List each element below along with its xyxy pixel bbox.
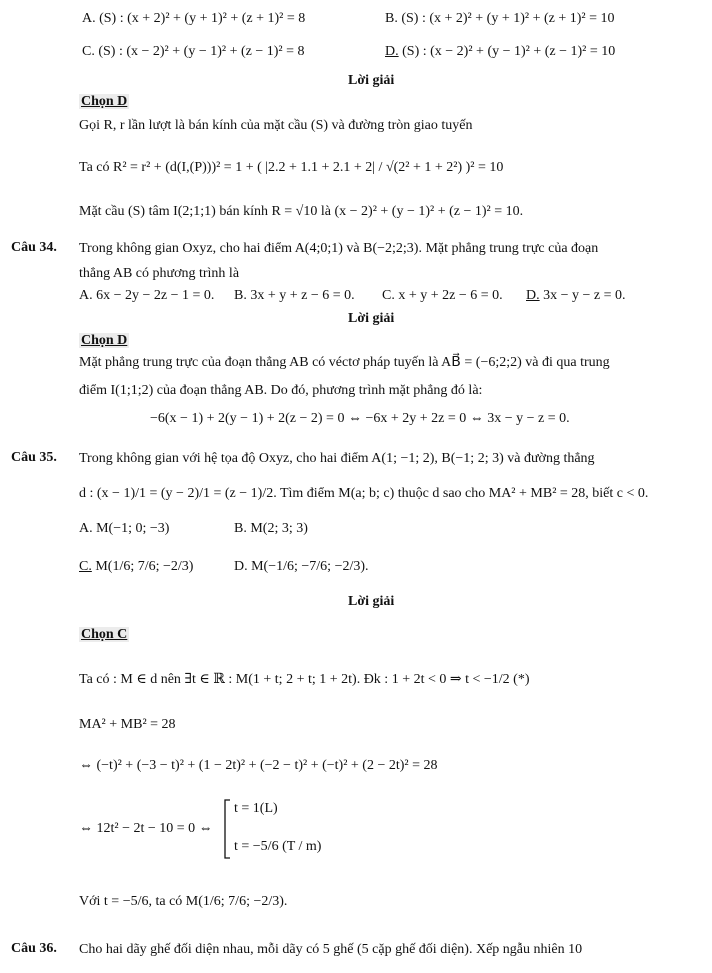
q34-solution-heading: Lời giải [348,311,395,326]
q35-option-d: D. M(−1/6; −7/6; −2/3). [234,559,369,574]
q35-case-bracket-path [225,800,230,858]
q33-sol-line1: Gọi R, r lần lượt là bán kính của mặt cầu (S) và đường tròn giao tuyến [79,118,473,133]
q34-option-c: C. x + y + 2z − 6 = 0. [382,288,503,303]
q35-sol-line4 [79,820,213,838]
q35-stem-line1: Trong không gian với hệ tọa độ Oxyz, cho hai điểm A(1; −1; 2), B(−1; 2; 3) và đường thẳng [79,451,595,466]
q35-case-bracket [222,798,232,860]
q34-option-d-text: 3x − y − z = 0. [543,288,626,303]
q33-sol-line2: Ta có R² = r² + (d(I,(P)))² = 1 + ( |2.2 + 1.1 + 2.1 + 2| / √(2² + 1 + 2²) )² = 10 [79,160,504,175]
q33-option-a: A. (S) : (x + 2)² + (y + 1)² + (z + 1)² = 8 [82,11,306,26]
q33-option-c: C. (S) : (x − 2)² + (y − 1)² + (z − 1)² = 8 [82,44,305,59]
q34-option-a: A. 6x − 2y − 2z − 1 = 0. [79,288,215,303]
q35-stem-line2: d : (x − 1)/1 = (y − 2)/1 = (z − 1)/2. Tìm điểm M(a; b; c) thuộc d sao cho MA² + MB² = 28, biết c < 0. [79,486,649,501]
q34-sol-line2: điểm I(1;1;2) của đoạn thẳng AB. Do đó, phương trình mặt phẳng đó là: [79,383,483,398]
q34-choice-text: Chọn D [81,333,128,348]
q34-label: Câu 34. [11,240,57,255]
q35-sol4-case1: t = 1(L) [234,801,278,816]
q35-option-c-letter: C. [79,559,92,574]
q35-option-b: B. M(2; 3; 3) [234,521,308,536]
q35-sol-line3: ⇔ (−t)² + (−3 − t)² + (1 − 2t)² + (−2 − t)² + (−t)² + (2 − 2t)² = 28 [79,758,438,773]
q35-sol4-case2: t = −5/6 (T / m) [234,839,322,854]
q33-solution-heading: Lời giải [348,73,395,88]
q33-choice-text: Chọn D [81,94,128,109]
q34-stem-line2: thẳng AB có phương trình là [79,266,240,281]
q35-option-c-text: M(1/6; 7/6; −2/3) [95,559,194,574]
q35-choice-text: Chọn C [81,627,128,642]
q33-choice [79,93,129,111]
q33-option-d [385,43,615,61]
q34-option-d-letter: D. [526,288,540,303]
q35-option-c [79,558,193,576]
q36-stem-line1: Cho hai dãy ghế đối diện nhau, mỗi dãy có 5 ghế (5 cặp ghế đối diện). Xếp ngẫu nhiên 10 [79,942,583,957]
q33-option-d-letter: D. [385,44,399,59]
q34-sol-line1: Mặt phẳng trung trực của đoạn thẳng AB có véctơ pháp tuyến là AB⃗ = (−6;2;2) và đi qua trung [79,355,610,370]
q35-sol-line2: MA² + MB² = 28 [79,717,176,732]
q35-sol4-left: ⇔ 12t² − 2t − 10 = 0 ⇔ [79,821,213,836]
q35-choice [79,626,129,644]
q34-option-b: B. 3x + y + z − 6 = 0. [234,288,355,303]
q35-solution-heading: Lời giải [348,594,395,609]
q34-sol-line3: −6(x − 1) + 2(y − 1) + 2(z − 2) = 0 ⇔ −6x + 2y + 2z = 0 ⇔ 3x − y − z = 0. [150,411,570,426]
q33-sol-line3: Mặt cầu (S) tâm I(2;1;1) bán kính R = √10 là (x − 2)² + (y − 1)² + (z − 1)² = 10. [79,204,524,219]
q35-option-a: A. M(−1; 0; −3) [79,521,170,536]
q35-sol-line5: Với t = −5/6, ta có M(1/6; 7/6; −2/3). [79,894,288,909]
q33-option-d-text: (S) : (x − 2)² + (y − 1)² + (z − 1)² = 10 [402,44,616,59]
q36-label: Câu 36. [11,941,57,956]
q35-sol-line1: Ta có : M ∈ d nên ∃t ∈ ℝ : M(1 + t; 2 + t; 1 + 2t). Đk : 1 + 2t < 0 ⇒ t < −1/2 (*) [79,672,530,687]
q34-stem-line1: Trong không gian Oxyz, cho hai điểm A(4;0;1) và B(−2;2;3). Mặt phẳng trung trực của đoạn [79,241,599,256]
q33-option-b: B. (S) : (x + 2)² + (y + 1)² + (z + 1)² = 10 [385,11,615,26]
q35-label: Câu 35. [11,450,57,465]
q34-choice [79,332,129,350]
q34-option-d [526,287,626,305]
